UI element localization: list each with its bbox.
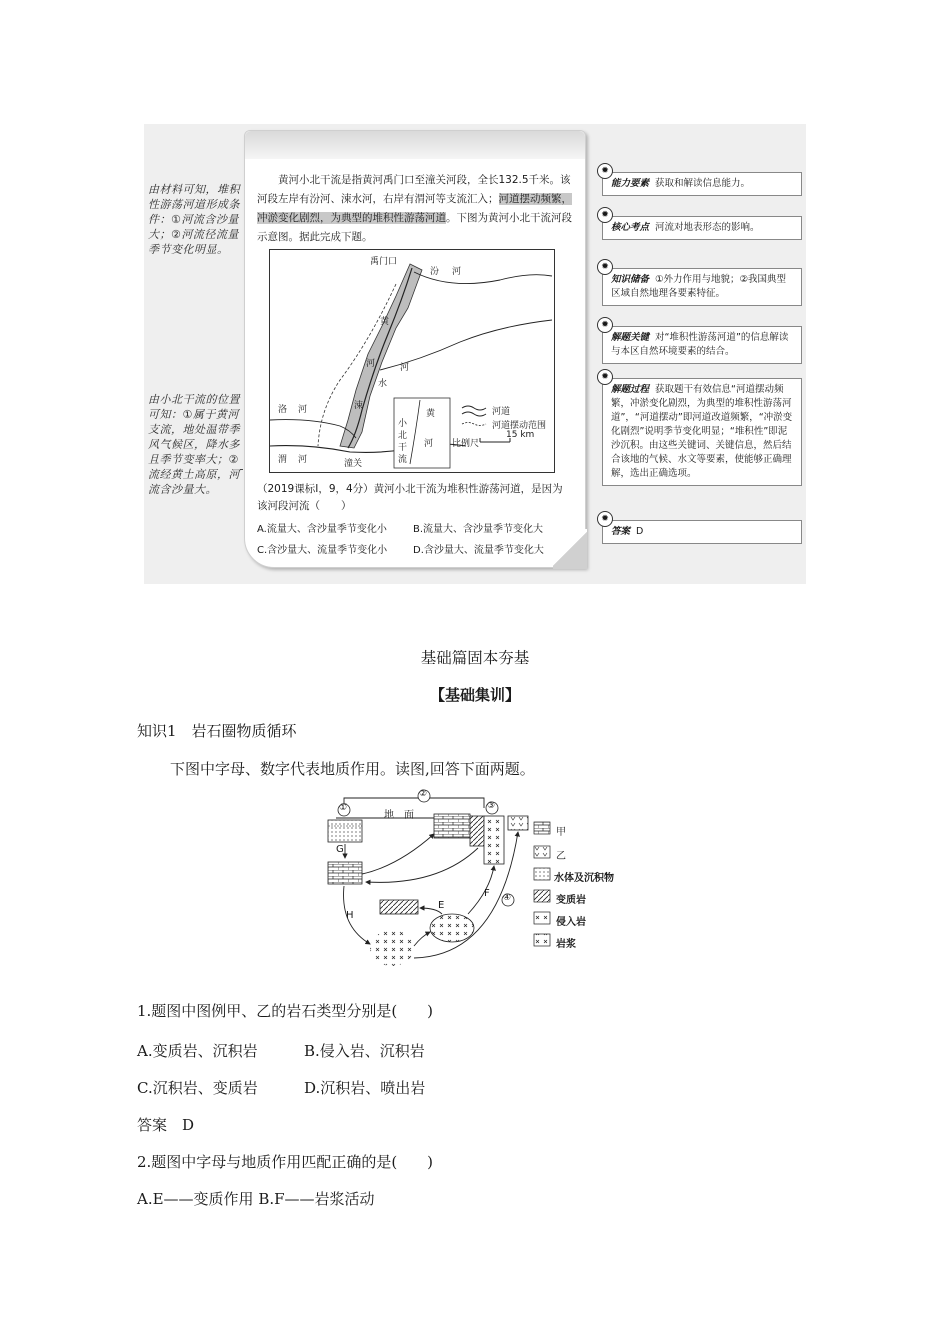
scale-value: 15 km: [506, 430, 535, 440]
label-yumenkou: 禹门口: [370, 257, 398, 267]
option-b: B.流量大、含沙量季节变化大: [413, 524, 544, 535]
question-stem: （2019课标Ⅰ，9，4分）黄河小北干流为堆积性游荡河道，是因为该河段河流（ ）: [257, 483, 563, 512]
label-huang-he: 河: [366, 359, 376, 369]
bottom-annotation: 由小北干流的位置可知：①属于黄河支流，地处温带季风气候区，降水多且季节变率大；②流经黄土高原，河流含沙量大。: [148, 393, 240, 496]
q1-option-d: D.沉积岩、喷出岩: [304, 1079, 426, 1097]
q1-option-a: A.变质岩、沉积岩: [137, 1042, 258, 1060]
label-inset-liu: 流: [398, 455, 408, 465]
legend-magma: 岩浆: [556, 939, 576, 950]
label-inset-he: 河: [424, 439, 434, 449]
q1-answer: 答案 D: [137, 1116, 195, 1134]
label-tongguan: 潼关: [344, 459, 363, 469]
legend-channel: 河道: [492, 407, 511, 417]
example-figure: [144, 124, 806, 584]
option-a: A.流量大、含沙量季节变化小: [257, 524, 387, 535]
card-knowledge: ✹ 知识储备 ①外力作用与地貌；②我国典型区域自然地理各要素特征。: [602, 268, 802, 306]
label-inset-bei: 北: [398, 431, 408, 441]
label-luo-he: 河: [298, 405, 308, 415]
knowledge-point: 知识1 岩石圈物质循环: [137, 722, 297, 740]
river-map: [269, 249, 555, 473]
legend-yi: 乙: [556, 851, 566, 862]
label-F: F: [484, 888, 490, 899]
rock-cycle-diagram: [318, 786, 632, 982]
legend-water-sediment: 水体及沉积物: [554, 873, 614, 884]
label-luo: 洛: [278, 405, 288, 415]
label-H: H: [346, 910, 354, 921]
label-n4: ④: [503, 893, 512, 903]
q2-stem: 2.题图中字母与地质作用匹配正确的是( ): [137, 1153, 434, 1171]
subsection-title: 【基础集训】: [429, 686, 520, 704]
legend-intrusive: 侵入岩: [556, 917, 586, 928]
label-inset-huang: 黄: [426, 409, 436, 419]
lightbulb-icon: ✹: [597, 207, 613, 223]
label-n1: ①: [339, 803, 348, 813]
card-answer: ✹ 答案 D: [602, 520, 802, 544]
label-inset-gan: 干: [398, 443, 408, 453]
label-huang: 黄: [380, 317, 390, 327]
label-wei-he: 河: [298, 455, 308, 465]
card-key: ✹ 解题关键 对“堆积性游荡河道”的信息解读与本区自然环境要素的结合。: [602, 326, 802, 364]
q1-option-b: B.侵入岩、沉积岩: [304, 1042, 425, 1060]
label-G: G: [336, 844, 344, 855]
lightbulb-icon: ✹: [597, 369, 613, 385]
legend-metamorphic: 变质岩: [556, 895, 586, 906]
label-n3: ③: [487, 801, 496, 811]
highlight: 河道摆动频繁，冲淤变化剧烈，为典型的堆积性游荡河道: [257, 193, 572, 224]
question-paper: [244, 130, 586, 568]
label-fen: 汾: [430, 267, 440, 277]
card-core-point: ✹ 核心考点 河流对地表形态的影响。: [602, 216, 802, 240]
label-fen-he: 河: [452, 267, 462, 277]
label-E: E: [438, 900, 445, 911]
option-d: D.含沙量大、流量季节变化大: [413, 545, 544, 556]
question-passage: 黄河小北干流是指黄河禹门口至潼关河段，全长132.5千米。该河段左岸有汾河、涑水河，右岸有渭河等支流汇入；河道摆动频繁，冲淤变化剧烈，为典型的堆积性游荡河道。下图为黄河小北干流河段示意图。据此完成下题。: [257, 174, 572, 243]
q1-stem: 1.题图中图例甲、乙的岩石类型分别是( ): [137, 1002, 434, 1020]
label-inset-xiao: 小: [398, 419, 408, 429]
scale-label: 比例尺: [452, 439, 480, 449]
label-wei: 渭: [278, 455, 288, 465]
lightbulb-icon: ✹: [597, 163, 613, 179]
q1-option-c: C.沉积岩、变质岩: [137, 1079, 258, 1097]
label-su-he: 河: [400, 363, 410, 373]
lightbulb-icon: ✹: [597, 511, 613, 527]
legend-swing-range: 河道摆动范围: [492, 421, 547, 431]
label-su: 涑: [354, 401, 364, 411]
label-shui: 水: [378, 379, 388, 389]
section-title: 基础篇固本夯基: [420, 649, 530, 667]
lightbulb-icon: ✹: [597, 259, 613, 275]
q2-options: A.E——变质作用 B.F——岩浆活动: [137, 1190, 375, 1208]
question-options: [257, 519, 573, 561]
left-annotation: 由材料可知，堆积性游荡河道形成条件：①河流含沙量大；②河流径流量季节变化明显。: [148, 183, 240, 256]
lightbulb-icon: ✹: [597, 317, 613, 333]
legend-jia: 甲: [556, 827, 566, 838]
card-ability: ✹ 能力要素 获取和解读信息能力。: [602, 172, 802, 196]
option-c: C.含沙量大、流量季节变化小: [257, 545, 388, 556]
label-ground: 地 面: [384, 810, 414, 821]
rock-cycle-svg: [318, 786, 632, 982]
intro-text: 下图中字母、数字代表地质作用。读图,回答下面两题。: [170, 760, 535, 778]
card-process: ✹ 解题过程 获取题干有效信息“河道摆动频繁，冲淤变化剧烈，为典型的堆积性游荡河道”，“河道摆动”即河道改道频繁，“冲淤变化剧烈”说明季节变化明显；“堆积性”即泥沙沉积。由这些关键词、关键信息，然后结合该地的气候、水文等要素，使能够正确理解，选出正确选项。: [602, 378, 802, 486]
label-n2: ②: [419, 789, 428, 799]
